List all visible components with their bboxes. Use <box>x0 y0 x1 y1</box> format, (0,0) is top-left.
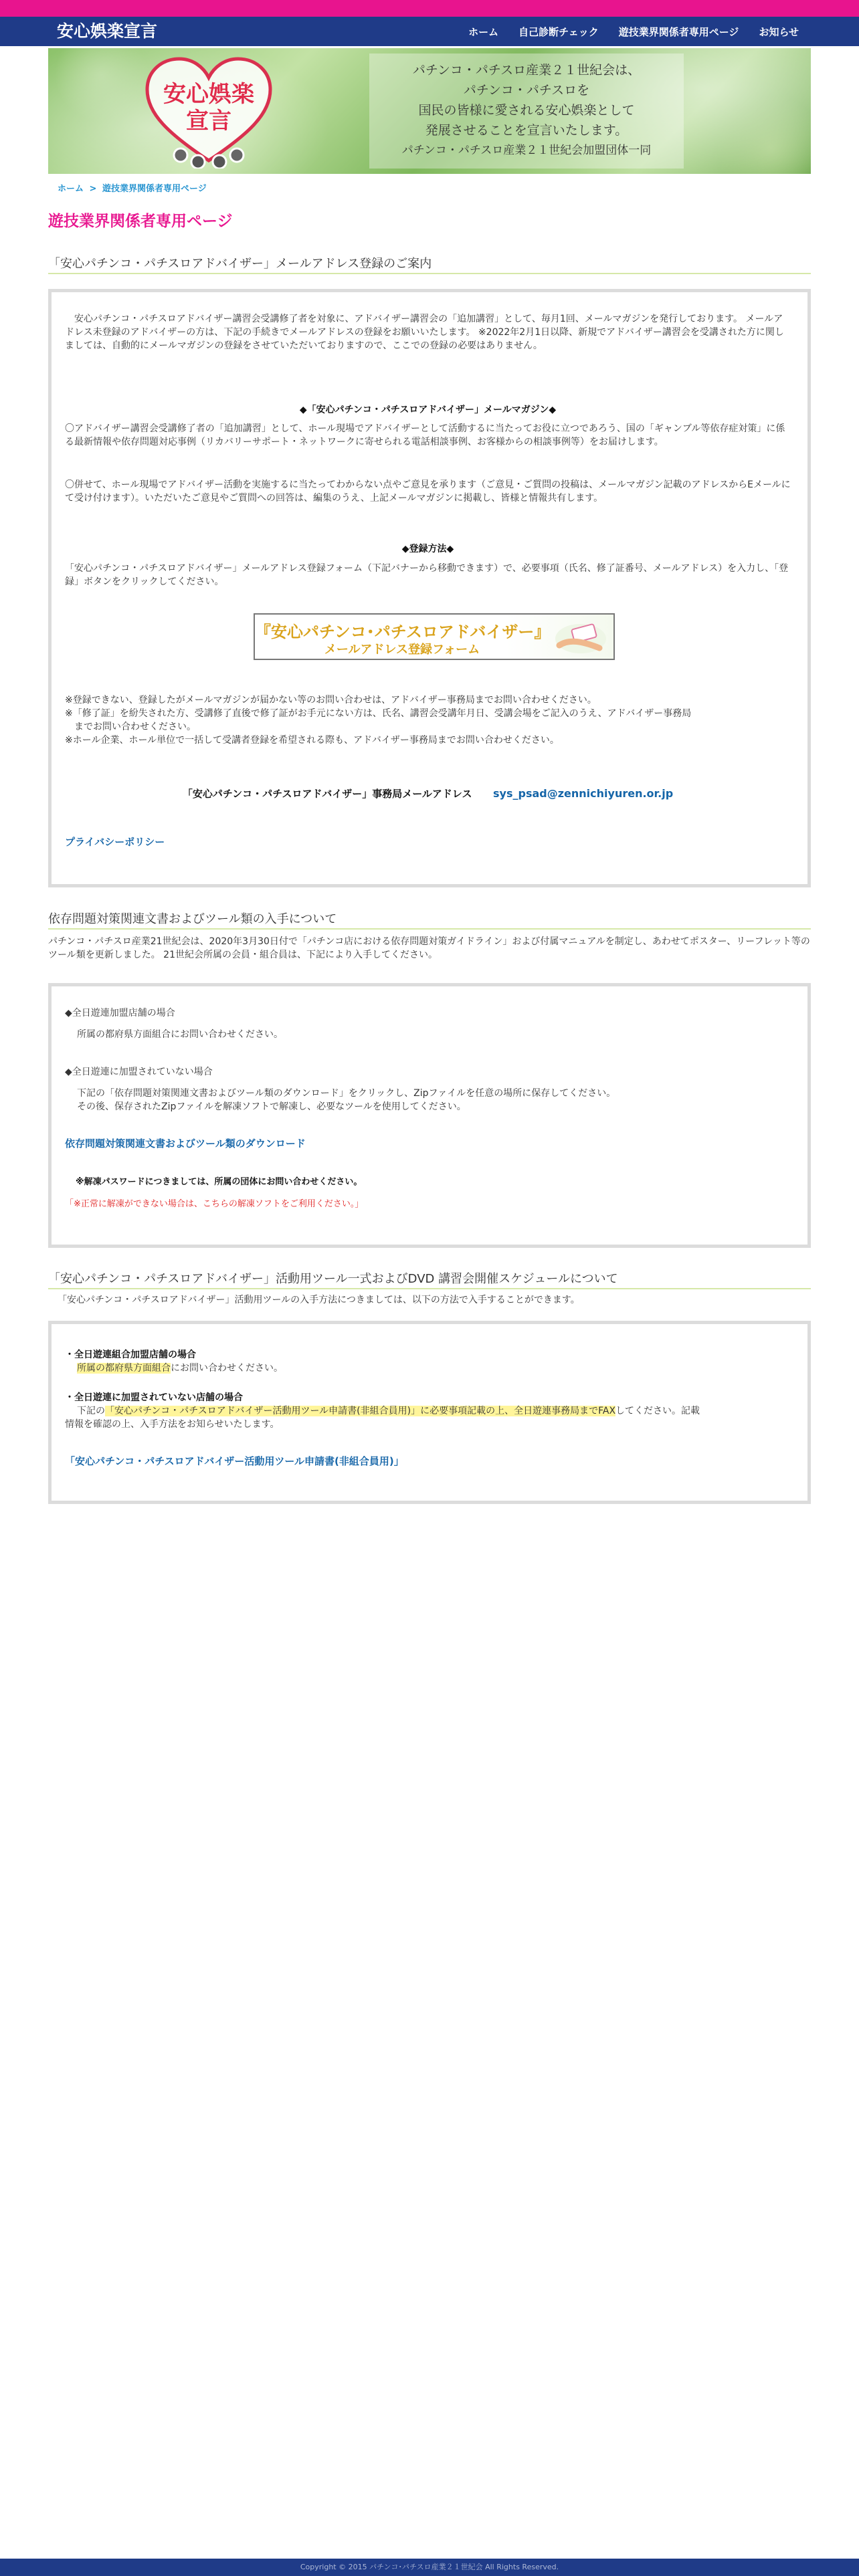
non-member-text-1: 下記の「依存問題対策関連文書およびツール類のダウンロード」をクリックし、Zipファイルを任意の場所に保存してください。 <box>77 1088 616 1099</box>
office-email-row <box>65 787 791 800</box>
main-nav <box>468 17 799 46</box>
hero-line: 国民の皆様に愛される安心娯楽として <box>418 103 635 118</box>
hero-line: パチンコ・パチスロ産業２１世紀会加盟団体一同 <box>401 144 652 157</box>
non-member-heading: ◆全日遊連に加盟されていない場合 <box>65 1067 213 1077</box>
note-item: ※登録できない、登録したがメールマガジンが届かない等のお問い合わせは、アドバイザー事務局までお問い合わせください。 <box>65 695 597 706</box>
nav-item-self-check[interactable]: 自己診断チェック <box>518 25 599 38</box>
mail-registration-box <box>48 289 811 887</box>
breadcrumb-separator: > <box>89 184 97 194</box>
logo-text-line1: 安心娯楽 <box>163 81 254 108</box>
application-form-link[interactable]: 「安心パチンコ・パチスロアドバイザー活動用ツール申請書(非組合員用)」 <box>65 1455 404 1467</box>
registration-heading: ◆登録方法◆ <box>401 544 454 554</box>
breadcrumb-current[interactable]: 遊技業界関係者専用ページ <box>102 184 207 194</box>
banner-subtitle: メールアドレス登録フォーム <box>324 643 480 657</box>
member-store-heading: ◆全日遊連加盟店舗の場合 <box>65 1008 175 1018</box>
hero-line: 発展させることを宣言いたします。 <box>425 123 628 138</box>
page-title: 遊技業界関係者専用ページ <box>48 213 233 230</box>
logo-text-line2: 宣言 <box>186 108 231 134</box>
mail-magazine-paragraph-1: 〇アドバイザー講習会受講修了者の「追加講習」として、ホール現場でアドバイザーとして活動するに当たってお役に立つであろう、国の「ギャンブル等依存症対策」に係る最新情報や依存問題対応事例（リカバリーサポート・ネットワークに寄せられる電話相談事例、お客様からの相談事例等）をお届けします。 <box>65 423 785 447</box>
member-store-text: 所属の都府県方面組合にお問い合わせください。 <box>77 1029 283 1040</box>
unzip-note-link[interactable]: 「※正常に解凍ができない場合は、こちらの解凍ソフトをご利用ください。」 <box>65 1199 364 1209</box>
banner-title: 『安心パチンコ･パチスロアドバイザー』 <box>255 623 551 641</box>
nav-item-news[interactable]: お知らせ <box>759 25 799 38</box>
non-union-text-pre: 下記の <box>77 1406 105 1416</box>
non-union-text-post: してください。記載 <box>615 1406 700 1416</box>
union-store-text-rest: にお問い合わせください。 <box>171 1363 283 1374</box>
footer-copyright: Copyright © 2015 パチンコ･パチスロ産業２１世紀会 All Rights Reserved. <box>0 2559 859 2576</box>
tools-box <box>48 983 811 1248</box>
hero-line: パチンコ・パチスロを <box>463 83 590 98</box>
registration-text: 「安心パチンコ・パチスロアドバイザー」メールアドレス登録フォーム（下記バナーから移動できます）で、必要事項（氏名、修了証番号、メールアドレス）を入力し、「登録」ボタンをクリックしてください。 <box>65 563 789 587</box>
office-email-link[interactable]: sys_psad@zennichiyuren.or.jp <box>493 787 674 800</box>
intro-text: 安心パチンコ・パチスロアドバイザー講習会受講修了者を対象に、アドバイザー講習会の「追加講習」として、毎月1回、メールマガジンを発行しております。 メールアドレス未登録のアドバイザーの方は、下記の手続きでメールアドレスの登録をお願いいたします。 ※2022年2月1日以降、新規でアドバイザー講習会を受講された方に関しましては、自動的にメールマガジンの登録をさせていただいておりますので、ここでの登録の必要はありません。 <box>65 314 784 351</box>
hero-banner <box>48 48 811 174</box>
section-title-tools: 依存問題対策関連文書およびツール類の入手について <box>48 912 337 926</box>
union-store-heading: ・全日遊連組合加盟店舗の場合 <box>65 1350 196 1360</box>
non-union-highlight: 「安心パチンコ・パチスロアドバイザー活動用ツール申請書(非組合員用)」に必要事項記載の上、全日遊連事務局までFAX <box>105 1406 616 1416</box>
mail-magazine-paragraph-2: 〇併せて、ホール現場でアドバイザー活動を実施するに当たってわからない点やご意見を承ります（ご意見・ご質問の投稿は、メールマガジン記載のアドレスからEメールにて受け付けます）。いただいたご意見やご質問への回答は、編集のうえ、上記メールマガジンに掲載し、皆様と情報共有します。 <box>65 479 791 504</box>
breadcrumb <box>58 181 207 194</box>
union-store-highlight: 所属の都府県方面組合 <box>77 1363 171 1374</box>
top-accent-bar <box>0 0 859 17</box>
breadcrumb-home[interactable]: ホーム <box>58 184 84 194</box>
non-union-store-text-2: 情報を確認の上、入手方法をお知らせいたします。 <box>65 1419 280 1430</box>
advisor-tools-intro: 「安心パチンコ・パチスロアドバイザー」活動用ツールの入手方法につきましては、以下の方法で入手することができます。 <box>58 1295 580 1305</box>
tools-intro: パチンコ・パチスロ産業21世紀会は、2020年3月30日付で「パチンコ店における依存問題対策ガイドライン」および付属マニュアルを制定し、あわせてポスター、リーフレット等のツール類を更新しました。 21世紀会所属の会員・組合員は、下記により入手してください。 <box>48 936 810 960</box>
advisor-tools-box <box>48 1321 811 1504</box>
section-title-mail-registration: 「安心パチンコ・パチスロアドバイザー」メールアドレス登録のご案内 <box>48 257 432 271</box>
hero-line: パチンコ・パチスロ産業２１世紀会は、 <box>412 63 641 78</box>
non-union-store-text <box>77 1404 793 1418</box>
section-divider <box>48 1288 811 1289</box>
union-store-text <box>77 1362 283 1375</box>
note-item: までお問い合わせください。 <box>65 722 196 732</box>
nav-item-industry-page[interactable]: 遊技業界関係者専用ページ <box>618 25 739 38</box>
note-item: ※ホール企業、ホール単位で一括して受講者登録を希望される際も、アドバイザー事務局までお問い合わせください。 <box>65 735 559 746</box>
registration-form-banner[interactable] <box>254 613 615 660</box>
section-divider <box>48 273 811 274</box>
non-union-store-heading: ・全日遊連に加盟されていない店舗の場合 <box>65 1392 243 1403</box>
tools-download-link[interactable]: 依存問題対策関連文書およびツール類のダウンロード <box>65 1138 306 1150</box>
password-note: ※解凍パスワードにつきましては、所属の団体にお問い合わせください。 <box>76 1177 363 1187</box>
navbar <box>0 17 859 46</box>
non-member-text-2: その後、保存されたZipファイルを解凍ソフトで解凍し、必要なツールを使用してください。 <box>77 1101 466 1112</box>
site-title[interactable]: 安心娯楽宣言 <box>57 21 158 41</box>
nav-item-home[interactable]: ホーム <box>468 25 499 38</box>
section-divider <box>48 928 811 930</box>
hand-card-icon <box>553 619 609 656</box>
section-title-advisor-tools: 「安心パチンコ・パチスロアドバイザー」活動用ツール一式およびDVD 講習会開催スケジュールについて <box>48 1272 618 1286</box>
note-item: ※「修了証」を紛失された方、受講修了直後で修了証がお手元にない方は、氏名、講習会受講年月日、受講会場をご記入のうえ、アドバイザー事務局 <box>65 708 692 719</box>
mail-magazine-heading: ◆「安心パチンコ・パチスロアドバイザー」メールマガジン◆ <box>299 405 557 415</box>
office-email-label: 「安心パチンコ・パチスロアドバイザー」事務局メールアドレス <box>182 788 472 800</box>
privacy-policy-link[interactable]: プライバシーポリシー <box>65 836 165 848</box>
